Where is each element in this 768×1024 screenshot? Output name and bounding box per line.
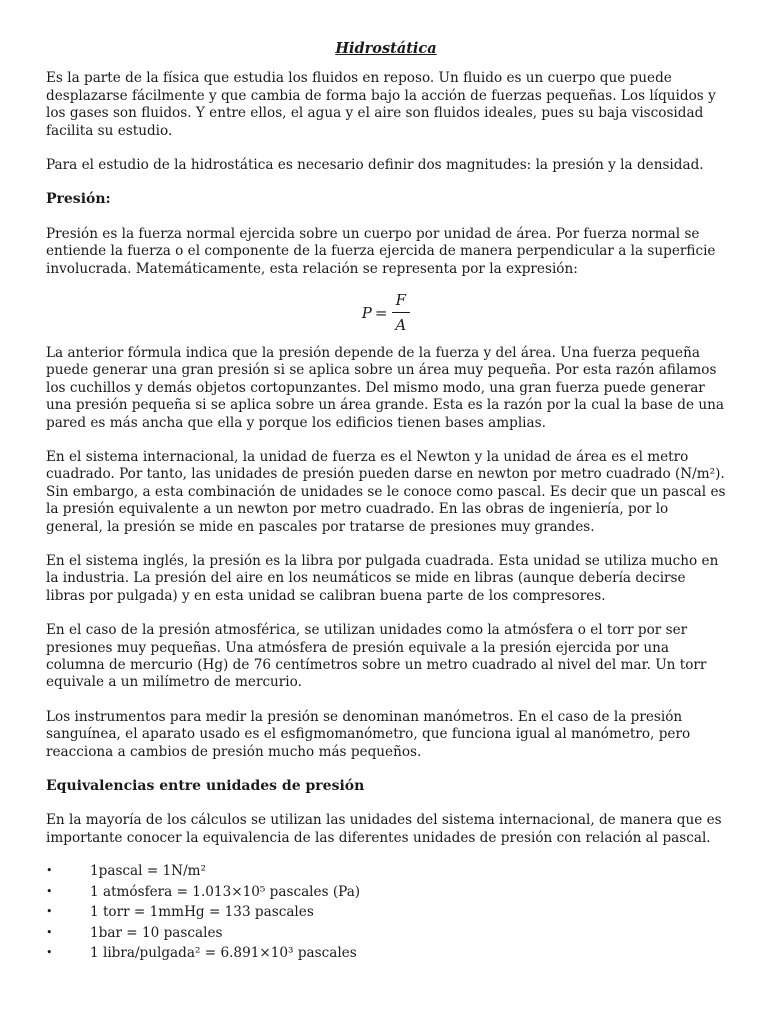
bullet-icon: • — [46, 925, 53, 939]
list-item-text: 1 libra/pulgada² = 6.891×10³ pascales — [90, 945, 357, 962]
bullet-icon: • — [46, 946, 53, 960]
presion-paragraph-4: En el caso de la presión atmosférica, se utilizan unidades como la atmósfera o el torr por ser presiones muy pequeñas. Una atmósfera de presión equivale a la presión ejercida por una columna de mercurio (Hg) de 76 centímetros sobre un metro cuadrado al nivel del mar. Un torr equivale a un milímetro de mercurio. — [46, 622, 707, 691]
intro-paragraph: Es la parte de la física que estudia los fluidos en reposo. Un fluido es un cuerpo que puede desplazarse fácilmente y que cambia de forma bajo la acción de fuerzas pequeñas. Los líquidos y los gases son fluidos. Y entre ellos, el agua y el aire son fluidos ideales, pues su baja viscosidad facilita su estudio. — [46, 70, 716, 139]
formula-fraction — [391, 292, 410, 335]
presion-paragraph-3: En el sistema inglés, la presión es la libra por pulgada cuadrada. Esta unidad se utiliza mucho en la industria. La presión del aire en los neumáticos se mide en libras (aunque debería decirse libras por pulgada) y en esta unidad se calibran buena parte de los compresores. — [46, 552, 719, 604]
list-item — [46, 882, 726, 903]
list-item-text: 1 torr = 1mmHg = 133 pascales — [90, 904, 314, 921]
bullet-icon: • — [46, 884, 53, 898]
bullet-icon: • — [46, 864, 53, 878]
presion-heading: Presión: — [46, 191, 111, 208]
equivalencias-list — [46, 861, 726, 964]
formula-equals: = — [374, 303, 388, 322]
list-item — [46, 923, 726, 944]
document-title: Hidrostática — [335, 40, 437, 57]
formula-denominator: A — [395, 316, 407, 335]
presion-paragraph-2: En el sistema internacional, la unidad de fuerza es el Newton y la unidad de área es el metro cuadrado. Por tanto, las unidades de presión pueden darse en newton por metro cuadrado (N/m²). Sin embargo, a esta combinación de unidades se le conoce como pascal. Es decir que un pascal es la presión equivalente a un newton por metro cuadrado. En las obras de ingeniería, por lo general, la presión se mide en pascales por tratarse de presiones muy grandes. — [46, 448, 726, 535]
list-item-text: 1bar = 10 pascales — [90, 924, 223, 941]
document-page — [46, 40, 726, 964]
equivalencias-heading: Equivalencias entre unidades de presión — [46, 778, 365, 794]
formula-numerator: F — [392, 292, 410, 313]
presion-paragraph-1: La anterior fórmula indica que la presión depende de la fuerza y del área. Una fuerza pequeña puede generar una gran presión si se aplica sobre un área muy pequeña. Por esta razón afilamos los cuchillos y demás objetos cortopunzantes. Del mismo modo, una gran fuerza puede generar una presión pequeña si se aplica sobre un área grande. Esta es la razón por la cual la base de una pared es más ancha que ella y porque los edificios tienen bases amplias. — [46, 344, 724, 431]
list-item — [46, 861, 726, 882]
magnitudes-paragraph: Para el estudio de la hidrostática es necesario definir dos magnitudes: la presión y la densidad. — [46, 157, 704, 174]
presion-definition-paragraph: Presión es la fuerza normal ejercida sobre un cuerpo por unidad de área. Por fuerza normal se entiende la fuerza o el componente de la fuerza ejercida de manera perpendicular a la superficie involucrada. Matemáticamente, esta relación se representa por la expresión: — [46, 225, 716, 277]
list-item-text: 1 atmósfera = 1.013×10⁵ pascales (Pa) — [90, 883, 361, 900]
bullet-icon: • — [46, 905, 53, 919]
list-item — [46, 943, 726, 964]
equivalencias-intro-paragraph: En la mayoría de los cálculos se utilizan las unidades del sistema internacional, de manera que es importante conocer la equivalencia de las diferentes unidades de presión con relación al pascal. — [46, 812, 722, 846]
pressure-formula — [46, 292, 726, 335]
presion-paragraph-5: Los instrumentos para medir la presión se denominan manómetros. En el caso de la presión sanguínea, el aparato usado es el esfigmomanómetro, que funciona igual al manómetro, pero reacciona a cambios de presión mucho más pequeños. — [46, 708, 691, 760]
list-item-text: 1pascal = 1N/m² — [90, 863, 206, 880]
formula-lhs: P — [361, 303, 372, 322]
list-item — [46, 902, 726, 923]
